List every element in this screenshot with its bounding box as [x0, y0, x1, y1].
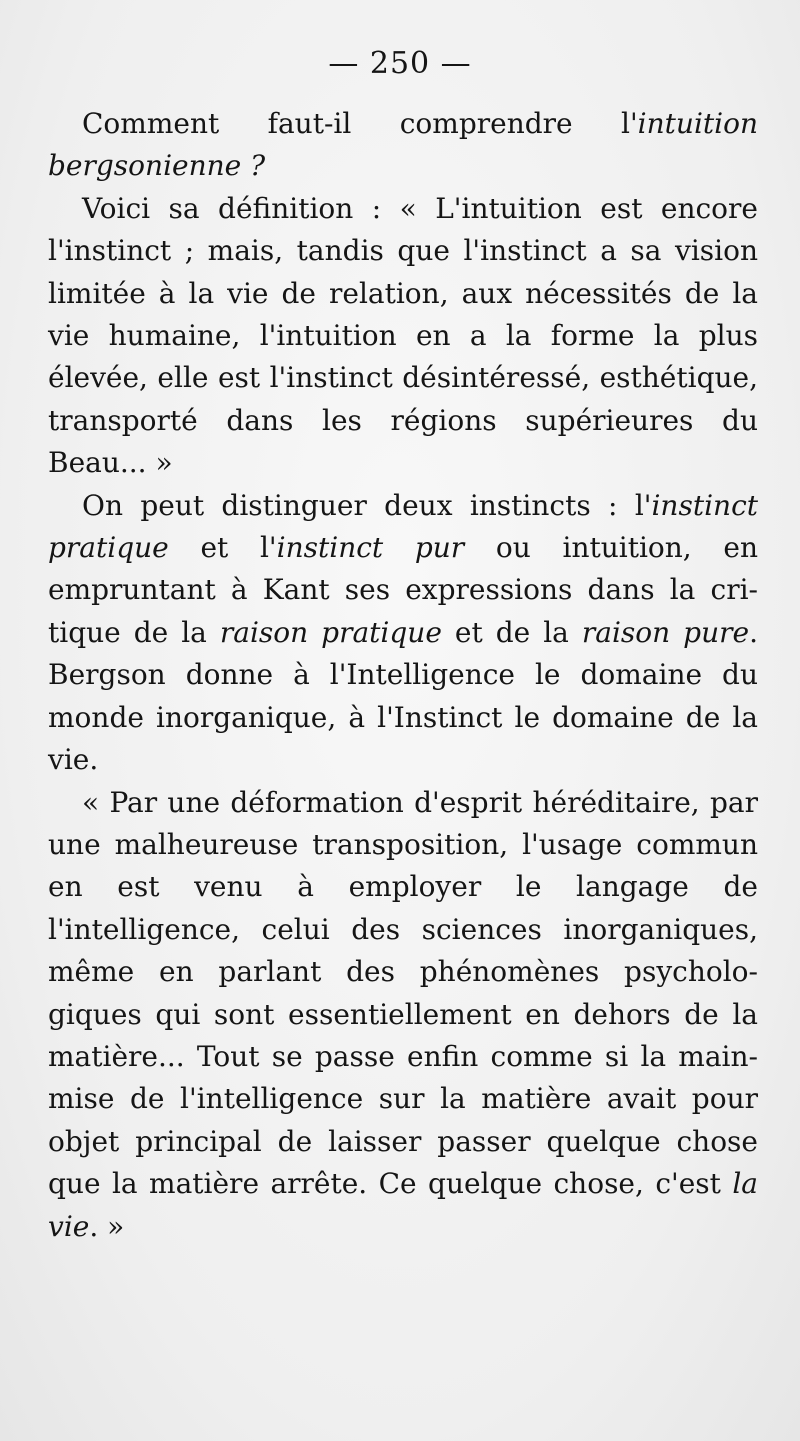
- text-span: ou intuition, en empruntant à Kant ses expressions dans la critique de la: [48, 531, 759, 649]
- page-number: — 250 —: [328, 46, 472, 81]
- italic-text: raison pratique: [219, 615, 442, 649]
- italic-text: intuition bergsonienne ?: [48, 107, 758, 183]
- text-span: l': [621, 107, 638, 140]
- italic-text: instinct pratique: [48, 488, 758, 565]
- text-span: On peut distinguer deux instincts : l': [82, 488, 652, 522]
- italic-text: instinct pur: [276, 531, 465, 565]
- text-span: Voici sa définition : « L'intuition est encore l'instinct ; mais, tandis que l'instinct a sa vision limitée à la vie de relation, aux nécessités de la vie humaine, l'intuition en a la forme la plus élevée, elle est l'instinct désintéressé, esthétique, transporté dans les régions supérieures du Beau... »: [48, 191, 758, 480]
- text-span: . Bergson donne à l'Intelligence le domaine du monde inorganique, à l'Instinct le domaine de la vie.: [48, 615, 758, 777]
- text-span: et l': [168, 531, 277, 565]
- paragraph: [48, 188, 758, 485]
- italic-text: la vie: [48, 1167, 758, 1243]
- italic-text: raison pure: [581, 615, 750, 649]
- paragraph: [48, 103, 758, 188]
- paragraph: [48, 485, 758, 782]
- paragraph: [48, 782, 758, 1248]
- text-span: . »: [89, 1209, 125, 1243]
- text-span: Comment faut-il comprendre: [82, 107, 622, 140]
- text-span: et de la: [441, 615, 582, 649]
- body-text: [48, 103, 758, 1248]
- text-span: « Par une déformation d'esprit héréditaire, par une malheureuse transposition, l'usage commun en est venu à employer le langage de l'intelligence, celui des sciences inorganiques, même en parlant des phénomènes psychologiques qui sont essentiellement en dehors de la matière... Tout se passe enfin comme si la mainmise de l'intelligence sur la matière avait pour objet principal de laisser passer quelque chose que la matière arrête. Ce quelque chose, c'est: [48, 785, 758, 1201]
